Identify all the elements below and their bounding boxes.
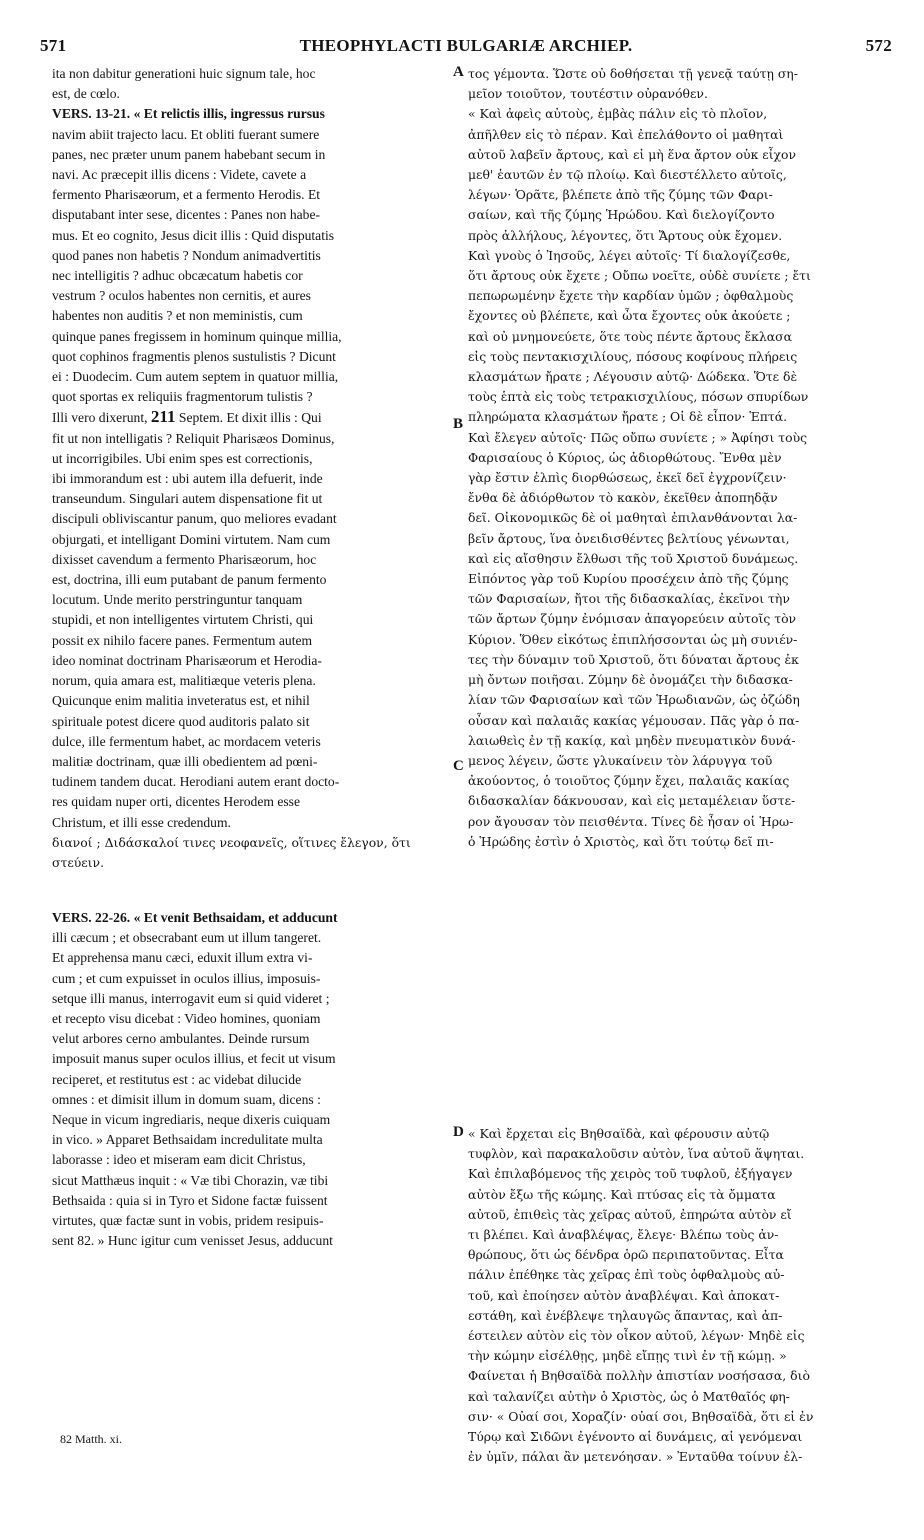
text-line: έστειλεν αὐτὸν εἰς τὸν οἶκον αὐτοῦ, λέγων· Μηδὲ εἰς: [468, 1328, 805, 1344]
text-line: καὶ ταλανίζει αὐτὴν ὁ Χριστὸς, ὡς ὁ Ματθαῖός φη-: [468, 1388, 790, 1404]
text-line: Καὶ ἔλεγεν αὐτοῖς· Πῶς οὔπω συνίετε ; » Ἀφίησι τοὺς: [468, 429, 808, 445]
text-line: laborasse : ideo et miseram eam dicit Christus,: [52, 1152, 306, 1168]
text-line: in vico. » Apparet Bethsaidam incredulitate multa: [52, 1132, 323, 1148]
text-line: res quidam nuper orti, dicentes Herodem esse: [52, 794, 301, 810]
text-line: ὅτι ἄρτους οὐκ ἔχετε ; Οὔπω νοεῖτε, οὐδὲ συνίετε ; ἔτι: [468, 268, 811, 284]
latin-column-top: [52, 64, 452, 873]
text-line: mus. Et eo cognito, Jesus dicit illis : Quid disputatis: [52, 227, 335, 243]
text-line: panes, nec præter unum panem habebant secum in: [52, 146, 326, 162]
text-line: malitiæ doctrinam, quæ illi obedientem ad pœni-: [52, 753, 318, 769]
text-line: quot cophinos fragmentis plenos sustulistis ? Dicunt: [52, 348, 336, 364]
text-line: τες τὴν δύναμιν τοῦ Χριστοῦ, ὅτι δύναται ἄρτους ἐκ: [468, 651, 799, 667]
text-line: VERS. 13-21. « Et relictis illis, ingressus rursus: [52, 106, 325, 122]
text-line: « Καὶ ἔρχεται εἰς Βηθσαϊδὰ, καὶ φέρουσιν αὐτῷ: [468, 1126, 770, 1141]
text-line: πρὸς ἀλλήλους, λέγοντες, ὅτι Ἄρτους οὐκ ἔχομεν.: [468, 227, 783, 243]
text-line: λέγων· Ὁρᾶτε, βλέπετε ἀπὸ τῆς ζύμης τῶν Φαρι-: [468, 187, 773, 203]
text-line: ibi immorandum est : ubi autem illa defuerit, inde: [52, 471, 323, 487]
text-line: μὴ ὄντων ποιῆσαι. Ζύμην δὲ ὀνομάζει τὴν διδασκα-: [468, 672, 793, 688]
text-line: οὖσαν καὶ παλαιᾶς κακίας γέμουσαν. Πᾶς γὰρ ὁ πα-: [468, 712, 800, 728]
margin-marker-b: B: [453, 416, 464, 432]
text-line: λίαν τῶν Φαρισαίων καὶ τῶν Ἡρωδιανῶν, ὡς ὀζώδη: [468, 692, 800, 708]
text-line: ρον ἄγουσαν τὸν πεισθέντα. Τίνες δὲ ἦσαν οἱ Ἡρω-: [468, 813, 794, 829]
text-line: ἐν ὑμῖν, πάλαι ἂν μετενόησαν. » Ἐνταῦθα τοίνυν ἐλ-: [468, 1449, 803, 1465]
text-line: Καὶ ἐπιλαβόμενος τῆς χειρὸς τοῦ τυφλοῦ, ἐξήγαγεν: [468, 1166, 793, 1182]
text-line: est, de cœlo.: [52, 86, 120, 102]
text-line: fermento Pharisæorum, et a fermento Herodis. Et: [52, 187, 321, 203]
text-line: illi cæcum ; et obsecrabant eum ut illum tangeret.: [52, 930, 322, 946]
text-line: αὐτοῦ λαβεῖν ἄρτους, καὶ εἰ μὴ ἕνα ἄρτον οὐκ εἶχον: [468, 146, 797, 162]
text-line: dixisset cavendum a fermento Pharisæorum, hoc: [52, 551, 317, 567]
text-line: nec intelligitis ? adhuc obcæcatum habetis cor: [52, 268, 303, 284]
greek-column-top: [468, 64, 884, 852]
text-line: ὁ Ἡρώδης ἐστὶν ὁ Χριστὸς, καὶ ὅτι τούτῳ δεῖ πι-: [468, 833, 774, 849]
text-line: [52, 407, 452, 428]
text-line: transeundum. Singulari autem dispensatione fit ut: [52, 491, 323, 507]
text-line: virtutes, quæ factæ sunt in vobis, pridem resipuis-: [52, 1213, 324, 1229]
text-line: ἀπῆλθεν εἰς τὸ πέραν. Καὶ ἐπελάθοντο οἱ μαθηταὶ: [468, 126, 784, 142]
text-line: objurgati, et intelligant Domini virtutem. Nam cum: [52, 531, 331, 547]
page-number-right: 572: [865, 36, 892, 55]
text-line: σιν· « Οὐαί σοι, Χοραζίν· οὐαί σοι, Βηθσαϊδὰ, ὅτι εἰ ἐν: [468, 1408, 814, 1424]
text-line: κλασμάτων ἤρατε ; Λέγουσιν αὐτῷ· Δώδεκα. Ὅτε δὲ: [468, 369, 798, 385]
text-line: et recepto visu dicebat : Video homines, quoniam: [52, 1011, 321, 1027]
text-line: ἔχοντες οὐ βλέπετε, καὶ ὦτα ἔχοντες οὐκ ἀκούετε ;: [468, 308, 791, 324]
text-line: spirituale potest dicere quod auditoris palato sit: [52, 713, 310, 729]
text-line: est, doctrina, illi eum putabant de panum fermento: [52, 572, 327, 588]
text-line: λαιωθεὶς ἐν τῇ κακίᾳ, καὶ μηδὲν πνευματικὸν δυνά-: [468, 732, 796, 748]
text-line: quinque panes fregissem in hominum quinque millia,: [52, 328, 342, 344]
text-line: μεθ' ἑαυτῶν ἐν τῷ πλοίῳ. Καὶ διεστέλλετο αὐτοῖς,: [468, 167, 787, 183]
text-line: θρώπους, ὅτι ὡς δένδρα ὁρῶ περιπατοῦντας. Εἶτα: [468, 1247, 784, 1263]
footnote: 82 Matth. xi.: [60, 1432, 122, 1446]
text-line: Κύριον. Ὅθεν εἰκότως ἐπιπλήσσονται ὡς μὴ συνιέν-: [468, 631, 798, 647]
greek-column-bottom: [468, 1124, 884, 1467]
greek-run-over-line: διανοί ; Διδάσκαλοί τινες νεοφανεῖς, οἵτινες ἔλεγον, ὅτι: [52, 834, 411, 850]
text-line: ita non dabitur generationi huic signum tale, hoc: [52, 66, 316, 81]
text-line: ut incorrigibiles. Ubi enim spes est correctionis,: [52, 450, 313, 466]
text-line: τοῦ, καὶ ἐποίησεν αὐτὸν ἀναβλέψαι. Καὶ ἀποκατ-: [468, 1287, 780, 1303]
greek-run-over-line: στεύειν.: [52, 854, 105, 870]
text-line: ei : Duodecim. Cum autem septem in quatuor millia,: [52, 369, 339, 385]
text-line: τοὺς ἑπτὰ εἰς τοὺς τετρακισχιλίους, πόσων σπυρίδων: [468, 389, 809, 405]
text-line: norum, quia amara est, malitiæque veteris plena.: [52, 673, 316, 689]
text-line: dulce, ille fermentum habet, ac mordacem veteris: [52, 733, 321, 749]
text-line: τι βλέπει. Καὶ ἀναβλέψας, ἔλεγε· Βλέπω τοὺς ἀν-: [468, 1227, 779, 1243]
text-line: Christum, et illi esse credendum.: [52, 814, 231, 830]
text-line: τος γέμοντα. Ὥστε οὐ δοθήσεται τῇ γενεᾷ ταύτῃ ση-: [468, 66, 798, 81]
text-line: VERS. 22-26. « Et venit Bethsaidam, et adducunt: [52, 910, 338, 925]
running-head: [40, 36, 892, 64]
text-line: Τύρῳ καὶ Σιδῶνι ἐγένοντο αἱ δυνάμεις, αἱ γενόμεναι: [468, 1429, 803, 1445]
margin-marker-c: C: [453, 758, 464, 774]
text-line: τῶν Φαρισαίων, ἤτοι τῆς διδασκαλίας, ἐκεῖνοι τὴν: [468, 591, 790, 607]
text-line: quod panes non habetis ? Nondum animadvertitis: [52, 247, 321, 263]
text-line: navi. Ac præcepit illis dicens : Videte, cavete a: [52, 167, 307, 183]
text-line: Neque in vicum ingrediaris, neque dixeris cuiquam: [52, 1112, 331, 1128]
text-line: setque illi manus, interrogavit eum si quid videret ;: [52, 990, 330, 1006]
text-line: stupidi, et non intelligentes virtutem Christi, qui: [52, 612, 314, 628]
text-line: tudinem tandem ducat. Herodiani autem erant docto-: [52, 774, 340, 790]
text-line: δεῖ. Οἰκονομικῶς δὲ οἱ μαθηταὶ ἐπιλανθάνονται λα-: [468, 510, 798, 526]
latin-column-bottom: [52, 908, 452, 1251]
text-line: velut arbores cerno ambulantes. Deinde rursum: [52, 1031, 310, 1047]
text-line: imposuit manus super oculos illius, et fecit ut visum: [52, 1051, 336, 1067]
text-line: reciperet, et restitutus est : ac videbat dilucide: [52, 1071, 302, 1087]
text-line: σαίων, καὶ τῆς ζύμης Ἡρώδου. Καὶ διελογίζοντο: [468, 207, 775, 223]
margin-marker-d: D: [453, 1124, 464, 1140]
text-line: πάλιν ἐπέθηκε τὰς χεῖρας ἐπὶ τοὺς ὀφθαλμοὺς αὐ-: [468, 1267, 785, 1283]
text-line: διδασκαλίαν δάκνουσαν, καὶ εἰς μεταμέλειαν ὕστε-: [468, 793, 796, 809]
text-line: γὰρ ἔστιν ἐλπὶς διορθώσεως, ἐκεῖ δεῖ ἐγχρονίζειν·: [468, 470, 787, 486]
text-line: Καὶ γνοὺς ὁ Ἰησοῦς, λέγει αὐτοῖς· Τί διαλογίζεσθε,: [468, 247, 791, 263]
text-line: navim abiit trajecto lacu. Et obliti fuerant sumere: [52, 126, 320, 142]
text-line: Et apprehensa manu cæci, eduxit illum extra vi-: [52, 950, 313, 966]
text-line: εστάθη, καὶ ἐνέβλεψε τηλαυγῶς ἅπαντας, καὶ ἀπ-: [468, 1307, 783, 1323]
text-line: τῶν ἄρτων ζύμην ἐνόμισαν ἀπαγορεύειν αὐτοῖς τὸν: [468, 611, 797, 627]
text-line: μενος λέγειν, ὥστε γλυκαίνειν τὸν λάρυγγα τοῦ: [468, 752, 773, 768]
margin-marker-a: A: [453, 64, 464, 80]
text-line: ἀκούοντος, ὁ τοιοῦτος ζύμην ἔχει, παλαιᾶς κακίας: [468, 773, 790, 789]
text-line: Φαίνεται ἡ Βηθσαϊδὰ πολλὴν ἀπιστίαν νοσήσασα, διὸ: [468, 1368, 810, 1384]
text-line: quot sportas ex reliquiis fragmentorum tulistis ?: [52, 389, 313, 405]
text-line: μεῖον τοιοῦτον, τουτέστιν οὐρανόθεν.: [468, 86, 708, 102]
text-line: fit ut non intelligatis ? Reliquit Pharisæos Dominus,: [52, 430, 335, 446]
text-line: Φαρισαίους ὁ Κύριος, ὡς ἀδιορθώτους. Ἔνθα μὲν: [468, 449, 782, 465]
text-fragment: Septem. Et dixit illis : Qui: [175, 410, 322, 426]
text-line: καὶ οὐ μνημονεύετε, ὅτε τοὺς πέντε ἄρτους ἔκλασα: [468, 328, 792, 344]
column-number: 211: [150, 407, 176, 427]
text-line: αὐτὸν ἔξω τῆς κώμης. Καὶ πτύσας εἰς τὰ ὄμματα: [468, 1186, 776, 1202]
text-line: πληρώματα κλασμάτων ἤρατε ; Οἱ δὲ εἶπον· Ἑπτά.: [468, 409, 788, 425]
text-line: habentes non auditis ? et non meministis, cum: [52, 308, 303, 324]
text-line: Εἰπόντος γὰρ τοῦ Κυρίου προσέχειν ἀπὸ τῆς ζύμης: [468, 571, 789, 587]
text-line: disputabant inter sese, dicentes : Panes non habe-: [52, 207, 321, 223]
text-line: πεπωρωμένην ἔχετε τὴν καρδίαν ὑμῶν ; ὀφθαλμοὺς: [468, 288, 794, 304]
text-line: possit ex nihilo facere panes. Fermentum autem: [52, 632, 313, 648]
text-line: βεῖν ἄρτους, ἵνα ὀνειδισθέντες βελτίους γένωνται,: [468, 530, 790, 546]
text-line: Bethsaida : quia si in Tyro et Sidone factæ fuissent: [52, 1192, 328, 1208]
page-number-left: 571: [40, 36, 67, 55]
text-line: εἰς τοὺς πεντακισχιλίους, πόσους κοφίνους πλήρεις: [468, 348, 798, 364]
text-line: sicut Matthæus inquit : « Væ tibi Chorazin, væ tibi: [52, 1172, 329, 1188]
text-line: locutum. Unde merito perstringuntur tanquam: [52, 592, 303, 608]
page-title: THEOPHYLACTI BULGARIÆ ARCHIEP.: [299, 36, 633, 55]
text-fragment: Illi vero dixerunt,: [52, 410, 148, 426]
text-line: sent 82. » Hunc igitur cum venisset Jesus, adducunt: [52, 1233, 333, 1249]
text-line: τυφλὸν, καὶ παρακαλοῦσιν αὐτὸν, ἵνα αὐτοῦ ἅψηται.: [468, 1146, 805, 1162]
text-line: omnes : et dimisit illum in domum suam, dicens :: [52, 1091, 321, 1107]
text-line: ἔνθα δὲ ἀδιόρθωτον τὸ κακὸν, ἐκεῖθεν ἀποπηδᾷν: [468, 490, 778, 506]
text-line: cum ; et cum expuisset in oculos illius, imposuis-: [52, 970, 321, 986]
text-line: vestrum ? oculos habentes non cernitis, et aures: [52, 288, 311, 304]
text-line: ideo nominat doctrinam Pharisæorum et Herodia-: [52, 652, 322, 668]
text-line: καὶ εἰς αἴσθησιν ἔλθωσι τῆς τοῦ Χριστοῦ δυνάμεως.: [468, 550, 799, 566]
text-line: discipuli obliviscantur panum, quo meliores evadant: [52, 511, 337, 527]
text-line: τὴν κώμην εἰσέλθῃς, μηδὲ εἴπῃς τινὶ ἐν τῇ κώμῃ. »: [468, 1348, 787, 1364]
text-line: αὐτοῦ, ἐπιθεὶς τὰς χεῖρας αὐτοῦ, ἐπηρώτα αὐτὸν εἴ: [468, 1206, 792, 1222]
text-line: « Καὶ ἀφεὶς αὐτοὺς, ἐμβὰς πάλιν εἰς τὸ πλοῖον,: [468, 106, 768, 122]
text-line: Quicunque enim malitia inveteratus est, et nihil: [52, 693, 310, 709]
